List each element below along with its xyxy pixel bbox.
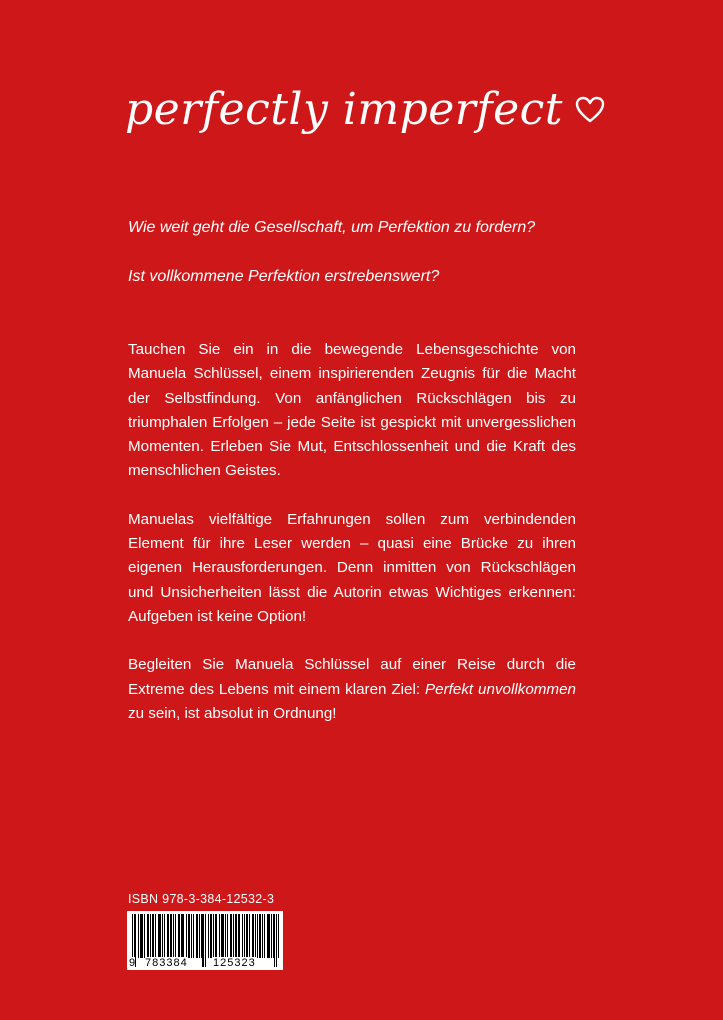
barcode-bar	[155, 914, 156, 958]
barcode-bar	[225, 914, 226, 958]
barcode-bar	[239, 914, 240, 958]
barcode-bar	[233, 914, 234, 958]
barcode	[127, 911, 283, 970]
barcode-bar	[211, 914, 212, 958]
book-title: perfectly imperfect	[125, 84, 563, 135]
barcode-bar	[219, 914, 220, 958]
barcode-bar	[164, 914, 165, 958]
barcode-bar	[231, 914, 232, 958]
barcode-bar	[171, 914, 172, 958]
barcode-bar	[274, 914, 275, 967]
barcode-bar	[278, 914, 279, 958]
barcode-bar	[267, 914, 268, 958]
barcode-bar	[259, 914, 260, 958]
barcode-bar	[203, 914, 204, 967]
barcode-bar	[253, 914, 254, 958]
barcode-bar	[175, 914, 176, 958]
barcode-bar	[183, 914, 184, 958]
barcode-bar	[205, 914, 206, 967]
barcode-bar	[160, 914, 161, 958]
barcode-bar	[252, 914, 253, 958]
paragraph-2: Manuelas vielfältige Erfahrungen sollen zum verbindenden Element für ihre Leser werden – quasi eine Brücke zu ihren eigenen Herausforderungen. Denn inmitten von Rückschlägen und Unsicherheiten lässt die Autorin etwas Wichtiges erkennen: Aufgeben ist keine Option!	[128, 510, 576, 625]
barcode-bar	[257, 914, 258, 958]
barcode-bar	[179, 914, 180, 958]
barcode-first-digit: 9	[129, 957, 136, 969]
isbn-label: ISBN 978-3-384-12532-3	[128, 892, 275, 906]
barcode-bar	[167, 914, 168, 958]
heart-icon	[575, 96, 605, 124]
barcode-bar	[238, 914, 239, 958]
barcode-bar	[202, 914, 203, 967]
barcode-bar	[178, 914, 179, 958]
barcode-bar	[230, 914, 231, 958]
question-2: Ist vollkommene Perfektion erstrebenswert?	[128, 268, 440, 285]
paragraph-1: Tauchen Sie ein in die bewegende Lebensgeschichte von Manuela Schlüssel, einem inspirierenden Zeugnis für die Macht der Selbstfindung. Von anfänglichen Rückschlägen bis zu triumphalen Erfolgen – jede Seite ist gespickt mit unvergesslichen Momenten. Erleben Sie Mut, Entschlossenheit und die Kraft des menschlichen Geistes.	[128, 341, 576, 480]
barcode-bar	[242, 914, 243, 958]
title-block	[125, 84, 605, 135]
barcode-bar	[141, 914, 142, 958]
barcode-bar	[199, 914, 200, 958]
barcode-bar	[249, 914, 250, 958]
barcode-bar	[236, 914, 237, 958]
barcode-right-digits: 125323	[213, 957, 256, 969]
paragraph-3	[128, 653, 576, 726]
barcode-bar	[193, 914, 194, 958]
barcode-bar	[208, 914, 209, 958]
barcode-bar	[227, 914, 228, 958]
barcode-bar	[162, 914, 163, 958]
barcode-bar	[186, 914, 187, 958]
barcode-bar	[222, 914, 223, 958]
barcode-bar	[235, 914, 236, 958]
barcode-bar	[147, 914, 148, 958]
barcode-bar	[216, 914, 217, 958]
barcode-bar	[269, 914, 270, 958]
barcode-left-digits: 783384	[145, 957, 188, 969]
barcode-bar	[182, 914, 183, 958]
barcode-bar	[268, 914, 269, 958]
barcode-bar	[153, 914, 154, 958]
barcode-bar	[148, 914, 149, 958]
barcode-bar	[210, 914, 211, 958]
barcode-bar	[135, 914, 136, 967]
barcode-bar	[144, 914, 145, 958]
barcode-bar	[201, 914, 202, 958]
barcode-bar	[221, 914, 222, 958]
barcode-bar	[262, 914, 263, 958]
paragraph-3-start: Begleiten Sie Manuela Schlüssel auf einer Reise durch die Extreme des Lebens mit einem klaren Ziel:	[128, 656, 576, 698]
barcode-bar	[271, 914, 272, 958]
barcode-bar	[189, 914, 190, 958]
barcode-bar	[260, 914, 261, 958]
barcode-bar	[196, 914, 197, 958]
barcode-bar	[152, 914, 153, 958]
barcode-bar	[273, 914, 274, 958]
barcode-bar	[197, 914, 198, 958]
barcode-bar	[223, 914, 224, 958]
barcode-bar	[264, 914, 265, 958]
barcode-bar	[246, 914, 247, 958]
barcode-bar	[140, 914, 141, 958]
questions-block	[128, 218, 578, 316]
barcode-bar	[215, 914, 216, 958]
barcode-bar	[158, 914, 159, 958]
barcode-bar	[247, 914, 248, 958]
barcode-bar	[173, 914, 174, 958]
barcode-bar	[213, 914, 214, 958]
barcode-bar	[191, 914, 192, 958]
paragraph-3-end: zu sein, ist absolut in Ordnung!	[128, 704, 337, 722]
barcode-bar	[159, 914, 160, 958]
barcode-bar	[142, 914, 143, 958]
barcode-bar	[188, 914, 189, 958]
barcode-bar	[170, 914, 171, 958]
question-1: Wie weit geht die Gesellschaft, um Perfektion zu fordern?	[128, 219, 536, 236]
blurb	[128, 338, 576, 750]
paragraph-3-emphasis: Perfekt unvollkommen	[425, 680, 576, 698]
barcode-bar	[181, 914, 182, 958]
barcode-bar	[168, 914, 169, 958]
barcode-bar	[244, 914, 245, 958]
barcode-bar	[150, 914, 151, 958]
barcode-bar	[255, 914, 256, 958]
barcode-bar	[138, 914, 139, 958]
barcode-bar	[276, 914, 277, 967]
